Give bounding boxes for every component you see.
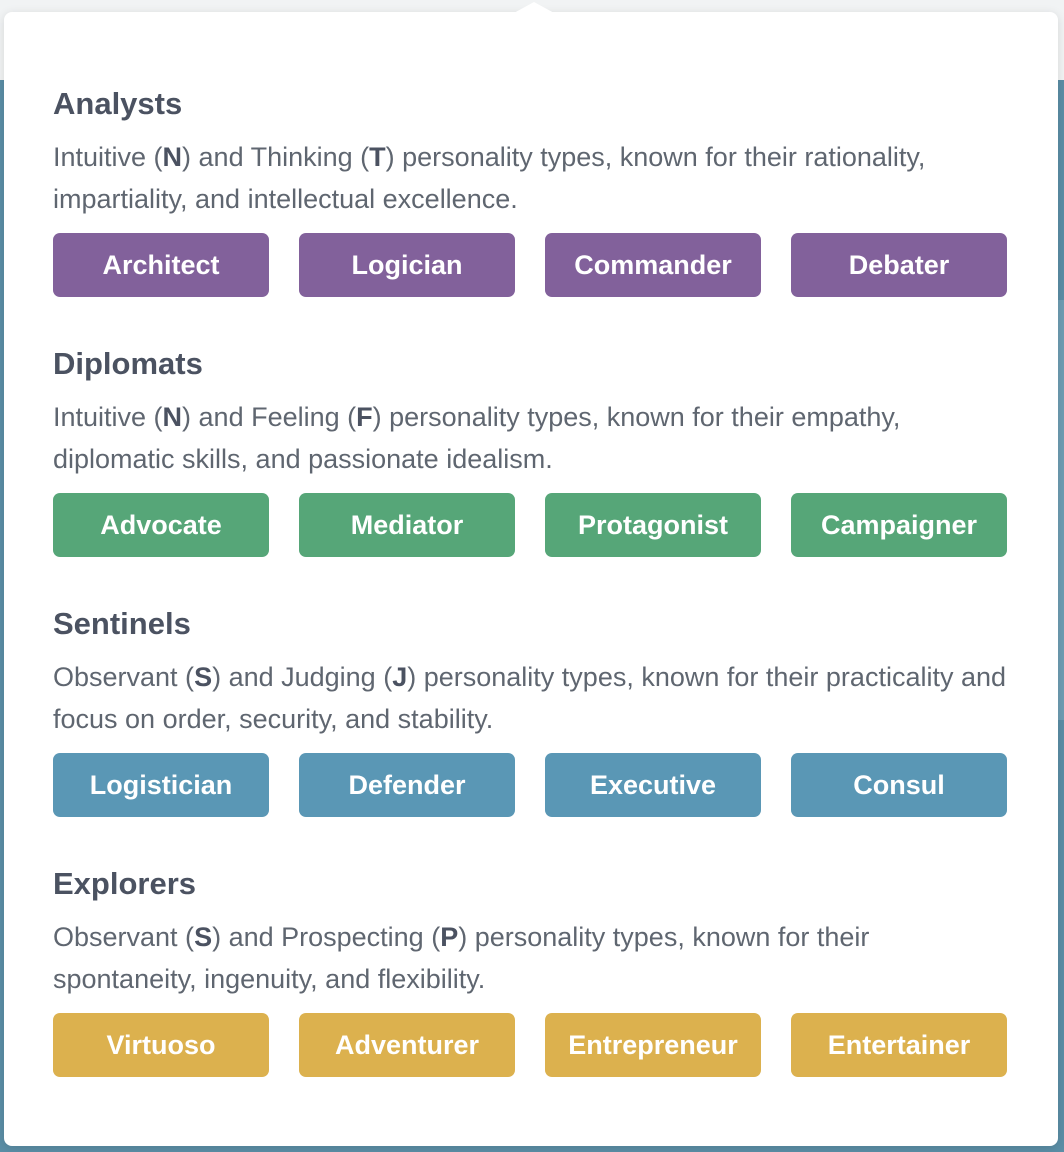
group-title: Diplomats: [53, 346, 203, 381]
type-button-executive[interactable]: Executive: [545, 753, 761, 817]
type-button-consul[interactable]: Consul: [791, 753, 1007, 817]
group-description: Intuitive (N) and Feeling (F) personality types, known for their empathy, diplomatic skills, and passionate idealism.: [53, 402, 901, 474]
group-title: Sentinels: [53, 606, 191, 641]
type-button-advocate[interactable]: Advocate: [53, 493, 269, 557]
group-description: Observant (S) and Judging (J) personality types, known for their practicality and focus on order, security, and stability.: [53, 662, 1007, 734]
personality-types-dropdown: [4, 12, 1058, 1146]
group-title: Explorers: [53, 866, 197, 901]
type-button-row: [53, 493, 1007, 557]
type-button-adventurer[interactable]: Adventurer: [299, 1013, 515, 1077]
type-button-row: [53, 1013, 1007, 1077]
group-description: Intuitive (N) and Thinking (T) personality types, known for their rationality, impartiality, and intellectual excellence.: [53, 142, 926, 214]
type-button-virtuoso[interactable]: Virtuoso: [53, 1013, 269, 1077]
type-button-entrepreneur[interactable]: Entrepreneur: [545, 1013, 761, 1077]
type-button-protagonist[interactable]: Protagonist: [545, 493, 761, 557]
group-sentinels: [53, 606, 1013, 800]
group-diplomats: [53, 346, 1013, 540]
group-description: Observant (S) and Prospecting (P) personality types, known for their spontaneity, ingenuity, and flexibility.: [53, 922, 870, 994]
type-button-mediator[interactable]: Mediator: [299, 493, 515, 557]
group-title: Analysts: [53, 86, 183, 121]
group-explorers: [53, 866, 1013, 1060]
type-button-row: [53, 233, 1007, 297]
type-button-logistician[interactable]: Logistician: [53, 753, 269, 817]
type-button-campaigner[interactable]: Campaigner: [791, 493, 1007, 557]
type-button-commander[interactable]: Commander: [545, 233, 761, 297]
type-button-defender[interactable]: Defender: [299, 753, 515, 817]
type-button-entertainer[interactable]: Entertainer: [791, 1013, 1007, 1077]
type-button-debater[interactable]: Debater: [791, 233, 1007, 297]
type-button-architect[interactable]: Architect: [53, 233, 269, 297]
group-analysts: [53, 86, 1013, 280]
dropdown-caret: [512, 2, 556, 14]
type-button-row: [53, 753, 1007, 817]
type-button-logician[interactable]: Logician: [299, 233, 515, 297]
